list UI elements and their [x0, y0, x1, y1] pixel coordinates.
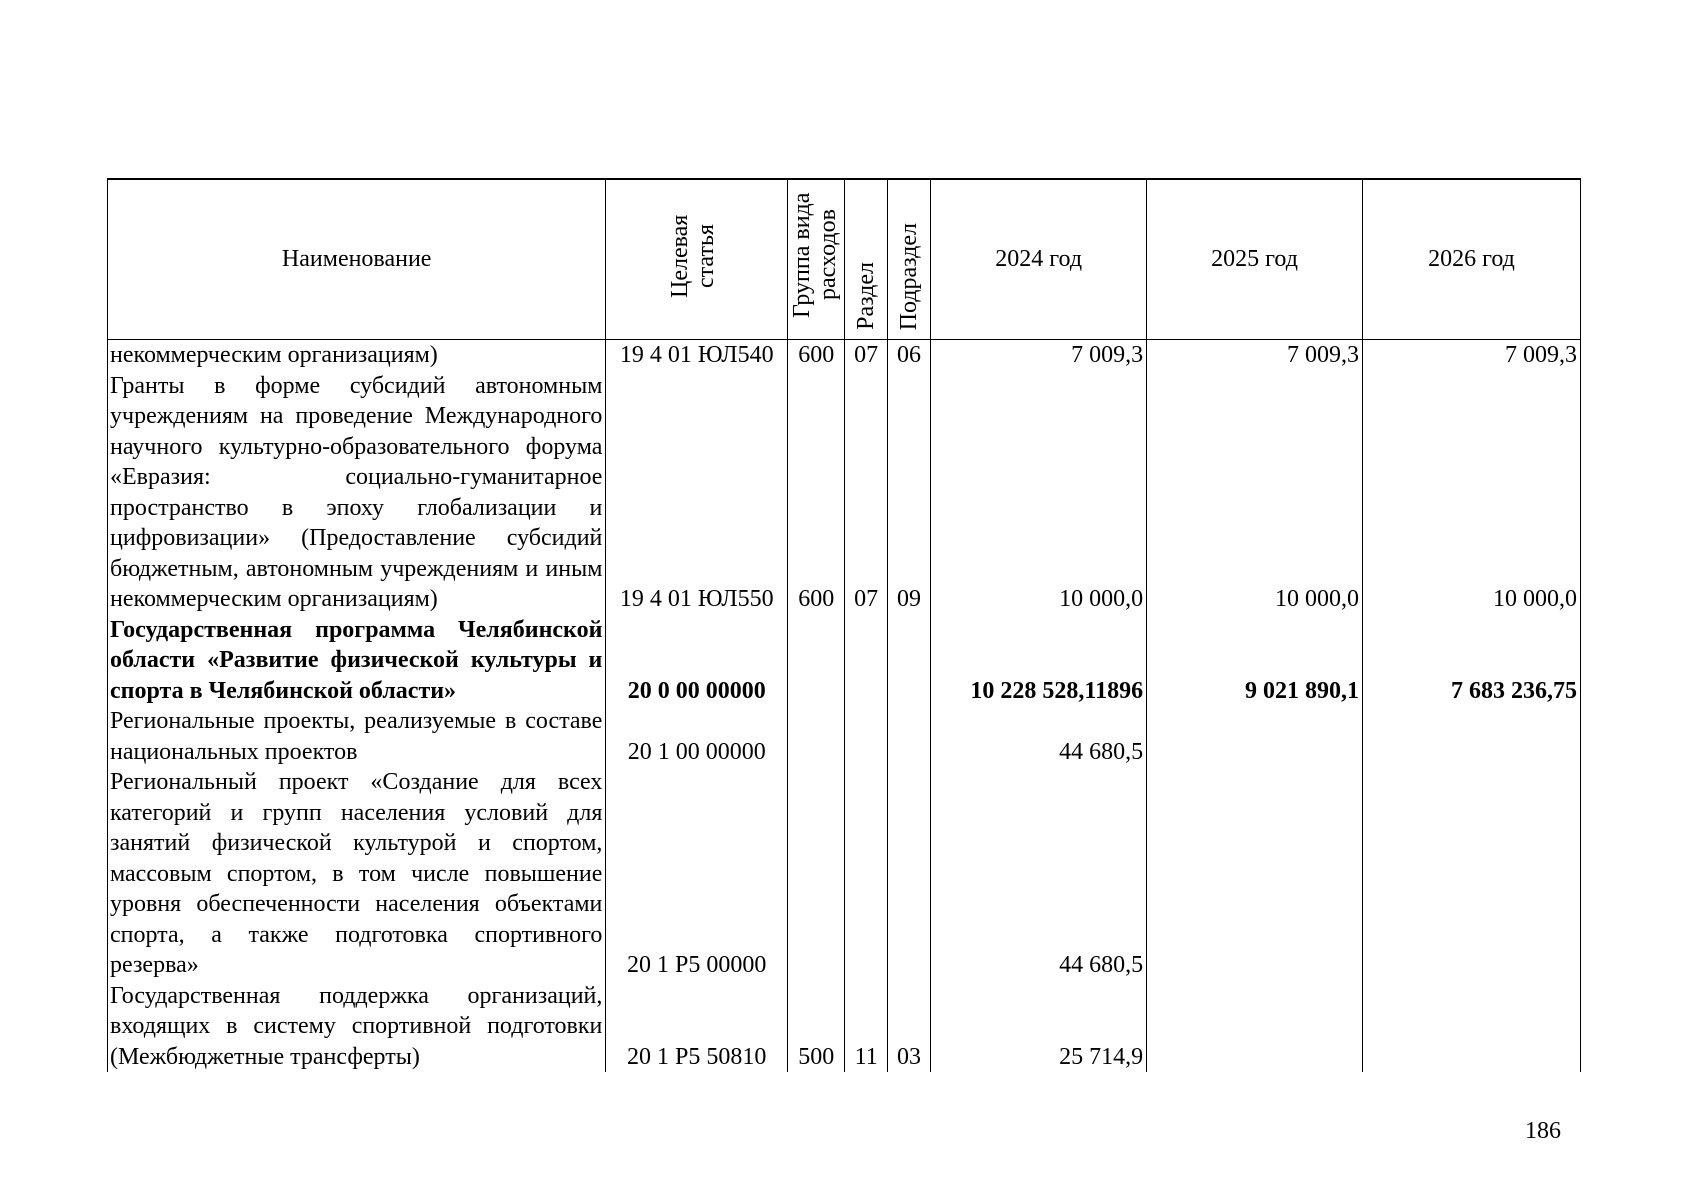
- row-name: Государственная поддержка организаций, входящих в систему спортивной подготовки (Межбюджетные трансферты): [108, 981, 606, 1073]
- row-target-article: 20 1 00 00000: [606, 706, 788, 767]
- row-expense-group: 500: [787, 981, 845, 1073]
- row-2025: 10 000,0: [1147, 371, 1363, 615]
- row-section: 07: [845, 371, 887, 615]
- row-2026: 10 000,0: [1363, 371, 1581, 615]
- table-row: [108, 340, 1581, 371]
- row-2025: [1147, 706, 1363, 767]
- row-target-article: 19 4 01 ЮЛ540: [606, 340, 788, 371]
- row-2025: 7 009,3: [1147, 340, 1363, 371]
- row-subsection: 09: [887, 371, 930, 615]
- row-2024: 25 714,9: [931, 981, 1147, 1073]
- row-2024: 10 000,0: [931, 371, 1147, 615]
- row-target-article: 20 1 Р5 50810: [606, 981, 788, 1073]
- row-name: Региональные проекты, реализуемые в составе национальных проектов: [108, 706, 606, 767]
- row-section: [845, 615, 887, 707]
- header-target-article: Целевая статья: [606, 179, 788, 340]
- header-expense-group: Группа вида расходов: [787, 179, 845, 340]
- header-name: Наименование: [108, 179, 606, 340]
- row-section: 11: [845, 981, 887, 1073]
- header-section: Раздел: [845, 179, 887, 340]
- row-2024: 44 680,5: [931, 767, 1147, 981]
- table-row: [108, 767, 1581, 981]
- row-2025: [1147, 981, 1363, 1073]
- row-2025: [1147, 767, 1363, 981]
- row-expense-group: 600: [787, 371, 845, 615]
- row-subsection: [887, 706, 930, 767]
- row-expense-group: [787, 706, 845, 767]
- row-2026: [1363, 767, 1581, 981]
- row-section: [845, 706, 887, 767]
- row-subsection: 06: [887, 340, 930, 371]
- row-name: Региональный проект «Создание для всех категорий и групп населения условий для занятий физической культурой и спортом, массовым спортом, в том числе повышение уровня обеспеченности населения объектами спорта, а также подготовка спортивного резерва»: [108, 767, 606, 981]
- row-expense-group: 600: [787, 340, 845, 371]
- row-section: 07: [845, 340, 887, 371]
- table-row: [108, 615, 1581, 707]
- header-2026: 2026 год: [1363, 179, 1581, 340]
- row-2026: [1363, 981, 1581, 1073]
- row-section: [845, 767, 887, 981]
- row-2026: 7 683 236,75: [1363, 615, 1581, 707]
- row-2026: [1363, 706, 1581, 767]
- row-target-article: 19 4 01 ЮЛ550: [606, 371, 788, 615]
- row-2024: 10 228 528,11896: [931, 615, 1147, 707]
- row-target-article: 20 1 Р5 00000: [606, 767, 788, 981]
- header-2025: 2025 год: [1147, 179, 1363, 340]
- row-expense-group: [787, 615, 845, 707]
- row-name: Государственная программа Челябинской области «Развитие физической культуры и спорта в Челябинской области»: [108, 615, 606, 707]
- row-subsection: 03: [887, 981, 930, 1073]
- row-2026: 7 009,3: [1363, 340, 1581, 371]
- budget-table: [107, 178, 1581, 1072]
- table-row: [108, 371, 1581, 615]
- row-2024: 44 680,5: [931, 706, 1147, 767]
- header-2024: 2024 год: [931, 179, 1147, 340]
- table-row: [108, 981, 1581, 1073]
- row-2025: 9 021 890,1: [1147, 615, 1363, 707]
- header-subsection: Подраздел: [887, 179, 930, 340]
- row-subsection: [887, 615, 930, 707]
- row-expense-group: [787, 767, 845, 981]
- row-target-article: 20 0 00 00000: [606, 615, 788, 707]
- row-name: некоммерческим организациям): [108, 340, 606, 371]
- row-name: Гранты в форме субсидий автономным учреждениям на проведение Международного научного культурно-образовательного форума «Евразия: социально-гуманитарное пространство в эпоху глобализации и цифровизации» (Предоставление субсидий бюджетным, автономным учреждениям и иным некоммерческим организациям): [108, 371, 606, 615]
- table-row: [108, 706, 1581, 767]
- row-subsection: [887, 767, 930, 981]
- page-number: 186: [1525, 1118, 1561, 1144]
- row-2024: 7 009,3: [931, 340, 1147, 371]
- table-header-row: [108, 179, 1581, 340]
